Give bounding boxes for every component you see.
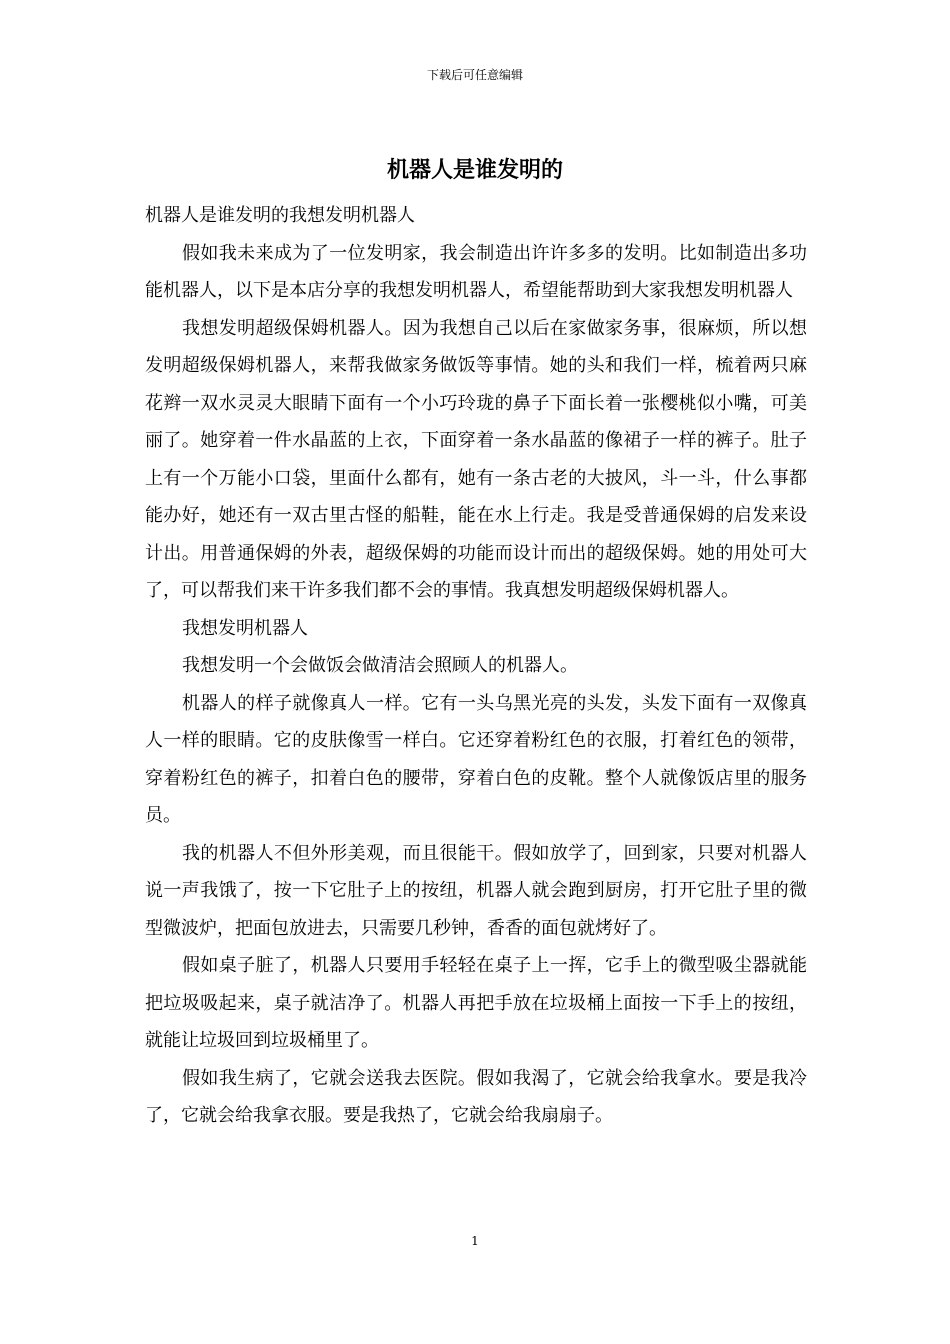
paragraph-subtitle: 机器人是谁发明的我想发明机器人: [145, 205, 415, 226]
page-number: 1: [471, 1234, 479, 1248]
paragraph: 我想发明一个会做饭会做清洁会照顾人的机器人。: [182, 655, 578, 676]
paragraph: 机器人的样子就像真人一样。它有一头乌黑光亮的头发，头发下面有一双像真人一样的眼睛。它的皮肤像雪一样白。它还穿着粉红色的衣服，打着红色的领带，穿着粉红色的裤子，扣着白色的腰带，穿着白色的皮靴。整个人就像饭店里的服务员。: [145, 692, 807, 826]
paragraph-section-heading: 我想发明机器人: [182, 617, 308, 639]
document-title: 机器人是谁发明的: [386, 157, 563, 183]
document-body: [145, 197, 807, 1135]
paragraph: 我的机器人不但外形美观，而且很能干。假如放学了，回到家，只要对机器人说一声我饿了，按一下它肚子上的按纽，机器人就会跑到厨房，打开它肚子里的微型微波炉，把面包放进去，只需要几秒钟，香香的面包就烤好了。: [145, 842, 807, 939]
paragraph: 假如我未来成为了一位发明家，我会制造出许许多多的发明。比如制造出多功能机器人，以下是本店分享的我想发明机器人，希望能帮助到大家我想发明机器人: [145, 242, 807, 301]
paragraph: 假如桌子脏了，机器人只要用手轻轻在桌子上一挥，它手上的微型吸尘器就能把垃圾吸起来，桌子就洁净了。机器人再把手放在垃圾桶上面按一下手上的按纽，就能让垃圾回到垃圾桶里了。: [145, 955, 807, 1051]
paragraph: 假如我生病了，它就会送我去医院。假如我渴了，它就会给我拿水。要是我冷了，它就会给我拿衣服。要是我热了，它就会给我扇扇子。: [145, 1067, 807, 1126]
page-header-note: 下载后可任意编辑: [426, 68, 523, 82]
paragraph: 我想发明超级保姆机器人。因为我想自己以后在家做家务事，很麻烦，所以想发明超级保姆机器人，来帮我做家务做饭等事情。她的头和我们一样，梳着两只麻花辫一双水灵灵大眼睛下面有一个小巧玲珑的鼻子下面长着一张樱桃似小嘴，可美丽了。她穿着一件水晶蓝的上衣，下面穿着一条水晶蓝的像裙子一样的裤子。肚子上有一个万能小口袋，里面什么都有，她有一条古老的大披风，斗一斗，什么事都能办好，她还有一双古里古怪的船鞋，能在水上行走。我是受普通保姆的启发来设计出。用普通保姆的外表，超级保姆的功能而设计而出的超级保姆。她的用处可大了，可以帮我们来干许多我们都不会的事情。我真想发明超级保姆机器人。: [145, 317, 807, 601]
